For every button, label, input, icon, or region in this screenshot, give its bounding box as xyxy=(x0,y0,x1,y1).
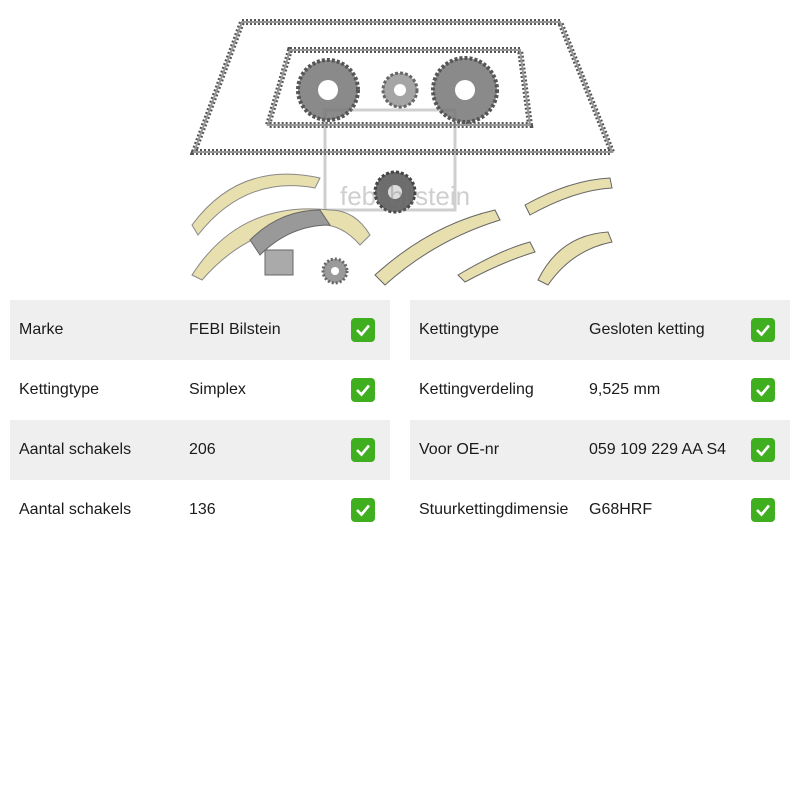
timing-chain-kit-illustration xyxy=(180,10,620,290)
watermark-text: febi bilstein xyxy=(340,181,471,211)
spec-row xyxy=(410,300,790,360)
spec-value: Gesloten ketting xyxy=(589,321,705,338)
spec-label: Stuurkettingdimensie xyxy=(419,501,569,518)
check-icon xyxy=(351,318,375,342)
spec-label: Kettingtype xyxy=(419,321,500,338)
check-icon xyxy=(751,498,775,522)
spec-value: 9,525 mm xyxy=(589,381,661,398)
sprocket-right xyxy=(433,58,497,122)
guide-rail-6 xyxy=(538,232,612,285)
check-icon xyxy=(751,318,775,342)
sprocket-tiny xyxy=(323,259,347,283)
spec-label: Voor OE-nr xyxy=(419,441,500,458)
spec-label: Marke xyxy=(19,321,64,338)
guide-rail-4 xyxy=(458,242,535,282)
spec-row xyxy=(10,480,390,540)
check-icon xyxy=(351,498,375,522)
guide-rail-5 xyxy=(525,178,612,215)
spec-value: FEBI Bilstein xyxy=(189,321,281,338)
spec-row xyxy=(410,420,790,480)
check-icon xyxy=(351,438,375,462)
spec-label: Aantal schakels xyxy=(19,441,132,458)
check-icon xyxy=(351,378,375,402)
check-icon xyxy=(751,378,775,402)
spec-row xyxy=(10,360,390,420)
check-icon xyxy=(751,438,775,462)
spec-value: G68HRF xyxy=(589,501,653,518)
product-image xyxy=(180,10,620,290)
sprocket-small xyxy=(383,73,417,107)
tensioner xyxy=(265,250,293,275)
spec-value: 206 xyxy=(189,441,216,458)
spec-label: Kettingtype xyxy=(19,381,100,398)
spec-row xyxy=(10,300,390,360)
spec-label: Kettingverdeling xyxy=(419,381,534,398)
spec-value: Simplex xyxy=(189,381,246,398)
spec-row xyxy=(410,360,790,420)
spec-table-right xyxy=(410,300,790,540)
spec-row xyxy=(10,420,390,480)
spec-value: 059 109 229 AA S4 xyxy=(589,441,727,458)
spec-value: 136 xyxy=(189,501,216,518)
spec-label: Aantal schakels xyxy=(19,501,132,518)
spec-row xyxy=(410,480,790,540)
spec-table-left xyxy=(10,300,390,540)
